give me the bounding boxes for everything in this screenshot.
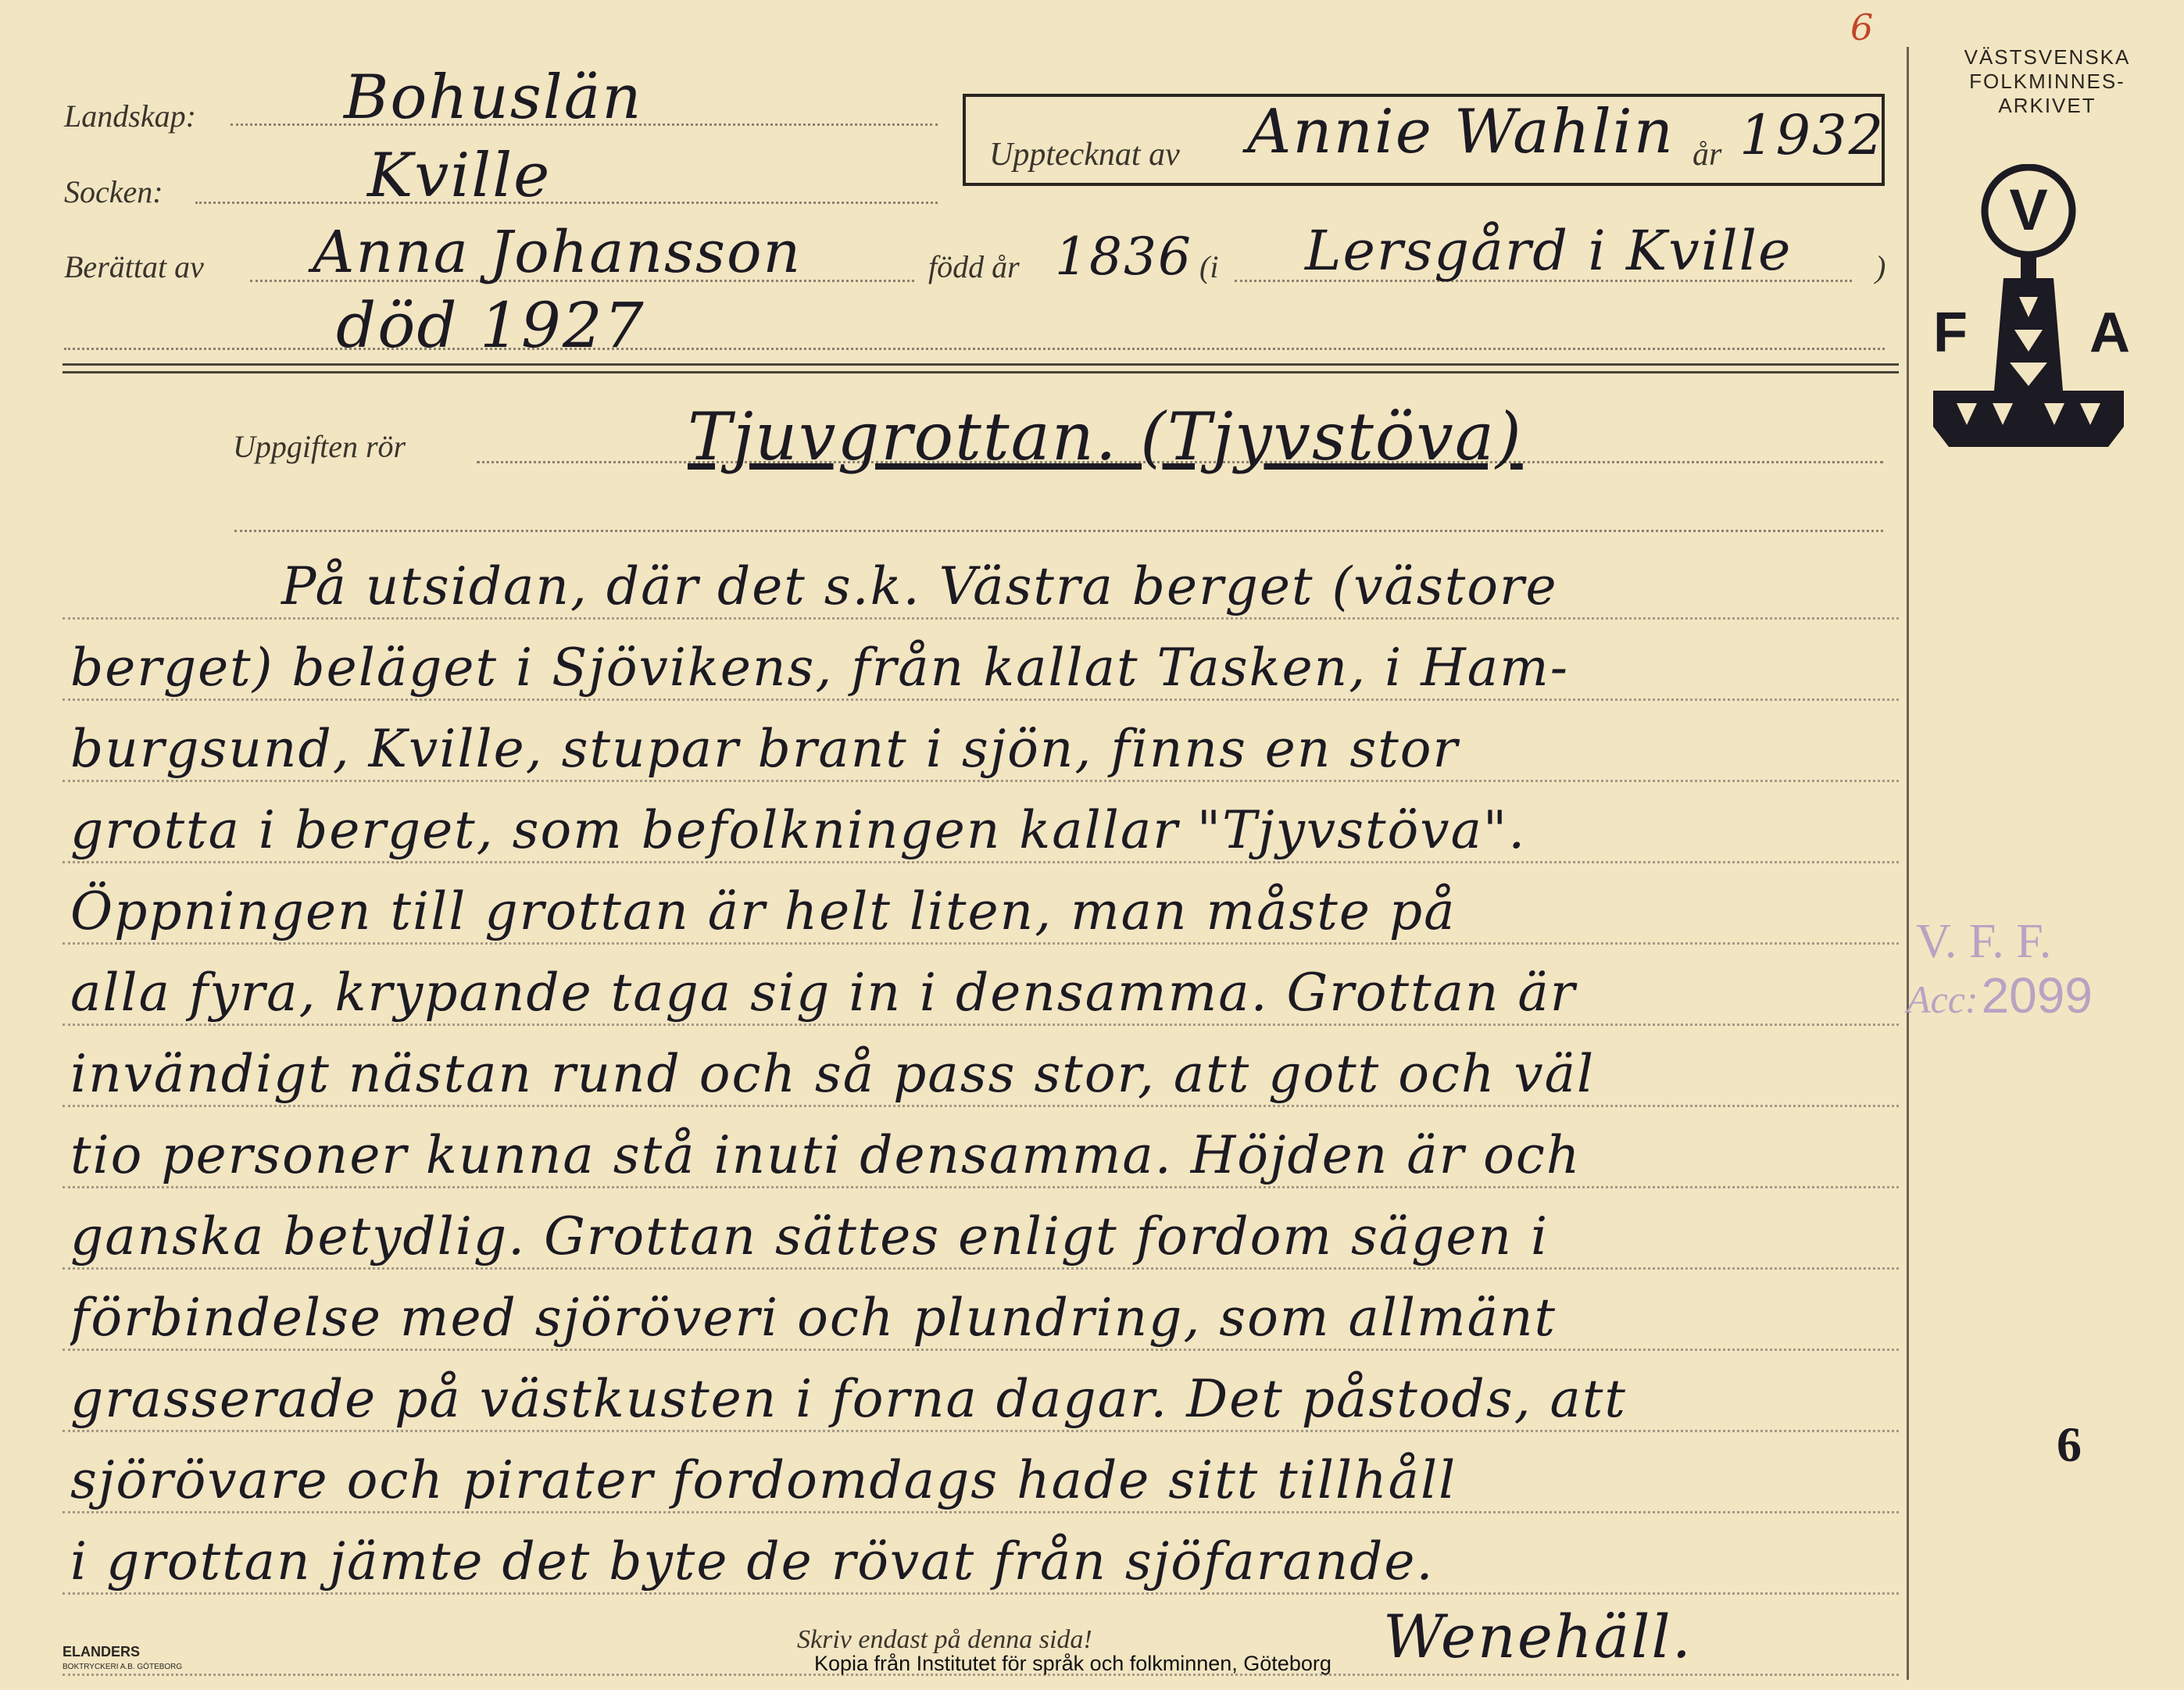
ruled-line — [63, 617, 1899, 620]
uppgiften-line-2 — [234, 530, 1883, 532]
uppgiften-value: Tjuvgrottan. (Tjyvstöva) — [688, 398, 1523, 475]
ruled-line — [63, 780, 1899, 782]
ruled-line — [63, 1024, 1899, 1026]
header-rule-bottom — [63, 371, 1899, 373]
fodd-year: 1836 — [1055, 227, 1192, 287]
archive-name-line3: ARKIVET — [1998, 94, 2096, 117]
archive-page-number: 6 — [2057, 1417, 2082, 1472]
socken-label: Socken: — [64, 174, 163, 209]
fodd-place: Lersgård i Kville — [1305, 219, 1793, 283]
berattat-label: Berättat av — [64, 249, 204, 284]
body-line: grotta i berget, som befolkningen kallar "Tjyvstöva". — [70, 800, 1527, 860]
archive-name — [1922, 45, 2172, 118]
hammer-head — [1933, 391, 2124, 447]
accession-stamp — [1907, 914, 2157, 1024]
stamp-acc — [1907, 966, 2157, 1024]
archive-name-line1: VÄSTSVENSKA — [1964, 45, 2131, 69]
corner-number: 6 — [1850, 6, 1875, 48]
printer-mark — [63, 1644, 140, 1660]
ruled-line — [63, 1186, 1899, 1188]
signature: Wenehäll. — [1383, 1602, 1693, 1671]
uppteck-value: Annie Wahlin — [1247, 97, 1675, 167]
ruled-line — [63, 861, 1899, 863]
ruled-line — [63, 1430, 1899, 1432]
berattat-value: Anna Johansson — [313, 219, 802, 286]
archive-logo — [1922, 164, 2172, 461]
ruled-line — [63, 1592, 1899, 1595]
ruled-line — [63, 1267, 1899, 1270]
body-line: tio personer kunna stå inuti densamma. Höjden är och — [70, 1125, 1582, 1185]
ruled-line — [63, 1105, 1899, 1107]
body-line: burgsund, Kville, stupar brant i sjön, finns en stor — [70, 719, 1460, 779]
footer-instruction: Skriv endast på denna sida! — [797, 1625, 1092, 1654]
body-line: sjörövare och pirater fordomdags hade sitt tillhåll — [70, 1450, 1457, 1510]
dod-value: död 1927 — [336, 289, 645, 362]
uppgiften-label: Uppgiften rör — [233, 429, 406, 464]
body-line: ganska betydlig. Grottan sättes enligt fordom sägen i — [70, 1206, 1550, 1267]
body-line: Öppningen till grottan är helt liten, man måste på — [70, 881, 1457, 941]
logo-loop — [2021, 255, 2036, 278]
stamp-line1: V. F. F. — [1916, 915, 2052, 968]
uppteck-label: Upptecknat av — [989, 137, 1180, 173]
archive-name-line2: FOLKMINNES- — [1969, 70, 2125, 93]
logo-letter-a: A — [2089, 302, 2130, 364]
ar-label: år — [1693, 137, 1722, 173]
socken-value: Kville — [367, 141, 552, 211]
logo-letter-v: V — [2009, 177, 2048, 242]
ruled-line — [63, 1349, 1899, 1351]
fodd-paren-close: ) — [1875, 249, 1886, 284]
body-line: På utsidan, där det s.k. Västra berget (västore — [281, 556, 1558, 616]
printer-small: BOKTRYCKERI A.B. GÖTEBORG — [63, 1663, 183, 1671]
ruled-line — [63, 942, 1899, 945]
landskap-value: Bohuslän — [344, 63, 643, 133]
copy-notice: Kopia från Institutet för språk och folkminnen, Göteborg — [814, 1652, 1331, 1675]
body-line: i grottan jämte det byte de rövat från sjöfarande. — [70, 1531, 1435, 1592]
fodd-label: född år — [928, 249, 1020, 284]
ar-value: 1932 — [1739, 103, 1886, 167]
body-line: grasserade på västkusten i forna dagar. Det påstods, att — [70, 1369, 1627, 1429]
printer-mark-name: ELANDERS — [63, 1644, 141, 1660]
ruled-line — [63, 1511, 1899, 1513]
body-line: invändigt nästan rund och så pass stor, att gott och väl — [70, 1044, 1596, 1104]
stamp-acc-label: Acc: — [1907, 977, 1978, 1021]
recorder-box — [963, 94, 1885, 186]
landskap-label: Landskap: — [64, 98, 196, 134]
logo-letter-f: F — [1933, 302, 1968, 364]
ruled-line — [63, 699, 1899, 701]
archive-column-border — [1907, 47, 1909, 1680]
stamp-acc-number: 2099 — [1981, 967, 2093, 1024]
fodd-paren-open: (i — [1199, 249, 1219, 284]
body-line: förbindelse med sjöröveri och plundring, som allmänt — [70, 1288, 1557, 1348]
body-line: berget) beläget i Sjövikens, från kallat Tasken, i Ham- — [70, 638, 1570, 698]
socken-line — [195, 202, 938, 204]
header-rule-top — [63, 363, 1899, 366]
body-line: alla fyra, krypande taga sig in i densamma. Grottan är — [70, 963, 1577, 1023]
